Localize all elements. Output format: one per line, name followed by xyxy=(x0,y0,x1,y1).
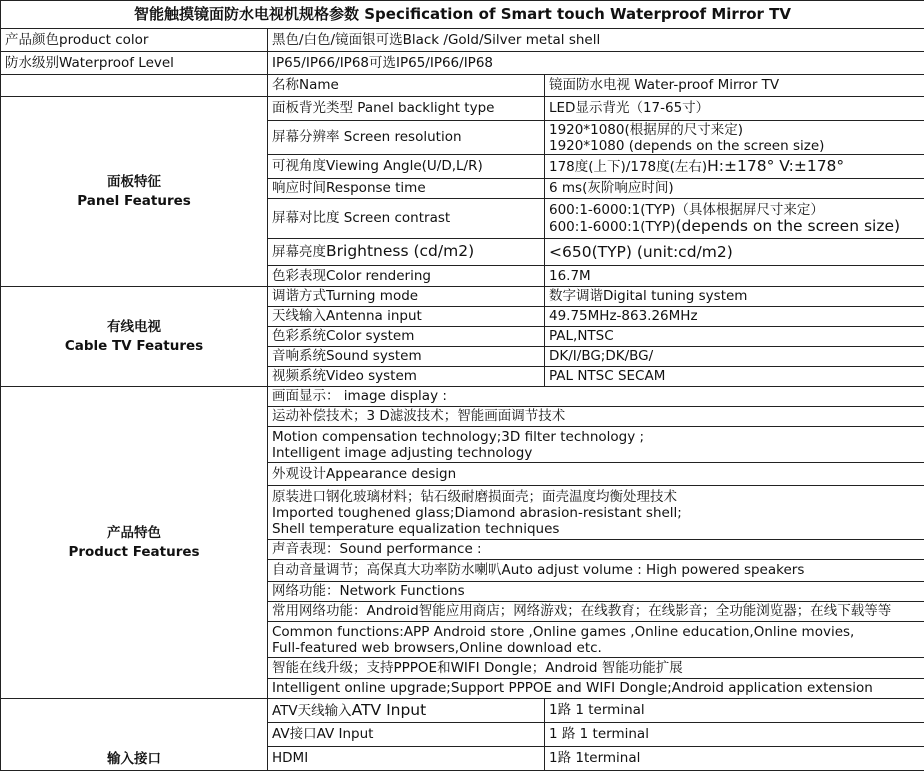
spec-value-line: 1920*1080(根据屏的尺寸来定) xyxy=(549,121,743,138)
spec-label-part: 屏幕亮度 xyxy=(272,244,326,260)
product-features-en: Product Features xyxy=(68,543,200,560)
feature-line: Intelligent online upgrade;Support PPPOE and WIFI Dongle;Android application extension xyxy=(268,679,924,699)
spec-value: PAL,NTSC xyxy=(545,327,924,347)
spec-value-line: 1920*1080 (depends on the screen size) xyxy=(549,137,825,154)
input-interface-cn: 输入接口 xyxy=(107,751,161,767)
feature-line: Common functions:APP Android store ,Online games ,Online education,Online movies, xyxy=(272,623,855,640)
spec-label: 音响系统Sound system xyxy=(268,347,545,367)
feature-line: 运动补偿技术；3 D滤波技术；智能画面调节技术 xyxy=(268,407,924,427)
spec-value-part: (depends on the screen size) xyxy=(675,217,901,235)
spec-value xyxy=(545,199,924,239)
feature-line: 常用网络功能：Android智能应用商店；网络游戏；在线教育；在线影音；全功能浏览器；在线下载等等 xyxy=(268,602,924,622)
spec-label: 面板背光类型 Panel backlight type xyxy=(268,97,545,121)
feature-line: 自动音量调节；高保真大功率防水喇叭Auto adjust volume : High powered speakers xyxy=(268,560,924,582)
name-value: 镜面防水电视 Water-proof Mirror TV xyxy=(545,75,924,97)
spec-label xyxy=(268,699,545,723)
spec-value: 1路 1 terminal xyxy=(545,699,924,723)
spec-value: PAL NTSC SECAM xyxy=(545,367,924,387)
spec-label: 可视角度Viewing Angle(U/D,L/R) xyxy=(268,155,545,179)
spec-label: 天线输入Antenna input xyxy=(268,307,545,327)
spec-value: 1路 1terminal xyxy=(545,747,924,771)
spec-label-part: ATV Input xyxy=(351,700,427,719)
feature-line: 外观设计Appearance design xyxy=(268,463,924,486)
spec-value-part: 600:1-6000:1(TYP) xyxy=(549,219,676,235)
panel-features-group xyxy=(1,97,268,287)
spec-value: 6 ms(灰阶响应时间) xyxy=(545,179,924,199)
spec-value-part: H:±178° V:±178° xyxy=(707,156,845,175)
feature-line: Motion compensation technology;3D filter technology ; xyxy=(272,428,645,445)
spec-label: 色彩系统Color system xyxy=(268,327,545,347)
feature-line: Intelligent image adjusting technology xyxy=(272,444,533,461)
feature-line: Imported toughened glass;Diamond abrasion-resistant shell; xyxy=(272,504,682,521)
spec-label: 视频系统Video system xyxy=(268,367,545,387)
panel-features-cn: 面板特征 xyxy=(107,173,161,190)
table-title: 智能触摸镜面防水电视机规格参数 Specification of Smart touch Waterproof Mirror TV xyxy=(1,1,924,29)
spec-label xyxy=(268,239,545,266)
spec-label: AV接口AV Input xyxy=(268,723,545,747)
spec-value: 49.75MHz-863.26MHz xyxy=(545,307,924,327)
spec-value xyxy=(545,121,924,155)
feature-line: 网络功能：Network Functions xyxy=(268,582,924,602)
name-label: 名称Name xyxy=(268,75,545,97)
spec-value: 1 路 1 terminal xyxy=(545,723,924,747)
spec-value: DK/I/BG;DK/BG/ xyxy=(545,347,924,367)
feature-block xyxy=(268,427,924,463)
cable-tv-cn: 有线电视 xyxy=(107,318,161,335)
spec-value-part: 178度(上下)/178度(左右) xyxy=(549,158,708,175)
spec-label: 调谐方式Turning mode xyxy=(268,287,545,307)
product-features-cn: 产品特色 xyxy=(107,524,161,541)
feature-line: 声音表现：Sound performance : xyxy=(268,540,924,560)
product-color-value: 黑色/白色/镜面银可选Black /Gold/Silver metal shell xyxy=(268,29,924,52)
feature-line: 原装进口钢化玻璃材料；钻石级耐磨损面壳；面壳温度均衡处理技术 xyxy=(272,488,677,505)
cable-tv-en: Cable TV Features xyxy=(64,337,204,354)
feature-line: Full-featured web browsers,Online download etc. xyxy=(272,639,602,656)
waterproof-level-value: IP65/IP66/IP68可选IP65/IP66/IP68 xyxy=(268,52,924,75)
spec-label: 屏幕分辨率 Screen resolution xyxy=(268,121,545,155)
feature-line: 画面显示： image display : xyxy=(268,387,924,407)
panel-features-en: Panel Features xyxy=(77,192,191,209)
spec-label: HDMI xyxy=(268,747,545,771)
spec-value xyxy=(545,155,924,179)
feature-block xyxy=(268,622,924,658)
input-interface-group xyxy=(1,699,268,771)
feature-line: Shell temperature equalization techniques xyxy=(272,520,560,537)
feature-line: 智能在线升级；支持PPPOE和WIFI Dongle；Android 智能功能扩展 xyxy=(268,658,924,679)
blank-cell xyxy=(1,75,268,97)
spec-value: LED显示背光（17-65寸） xyxy=(545,97,924,121)
spec-value: 数字调谐Digital tuning system xyxy=(545,287,924,307)
feature-block xyxy=(268,486,924,540)
cable-tv-group xyxy=(1,287,268,387)
product-color-label: 产品颜色product color xyxy=(1,29,268,52)
product-features-group xyxy=(1,387,268,699)
spec-value-line: 600:1-6000:1(TYP)（具体根据屏尺寸来定） xyxy=(549,202,824,218)
spec-label: 色彩表现Color rendering xyxy=(268,266,545,287)
spec-value: 16.7M xyxy=(545,266,924,287)
waterproof-level-label: 防水级别Waterproof Level xyxy=(1,52,268,75)
spec-value: <650(TYP) (unit:cd/m2) xyxy=(545,239,924,266)
spec-label-part: Brightness (cd/m2) xyxy=(326,242,475,260)
spec-label-part: ATV天线输入 xyxy=(272,702,352,719)
spec-label: 响应时间Response time xyxy=(268,179,545,199)
spec-label: 屏幕对比度 Screen contrast xyxy=(268,199,545,239)
